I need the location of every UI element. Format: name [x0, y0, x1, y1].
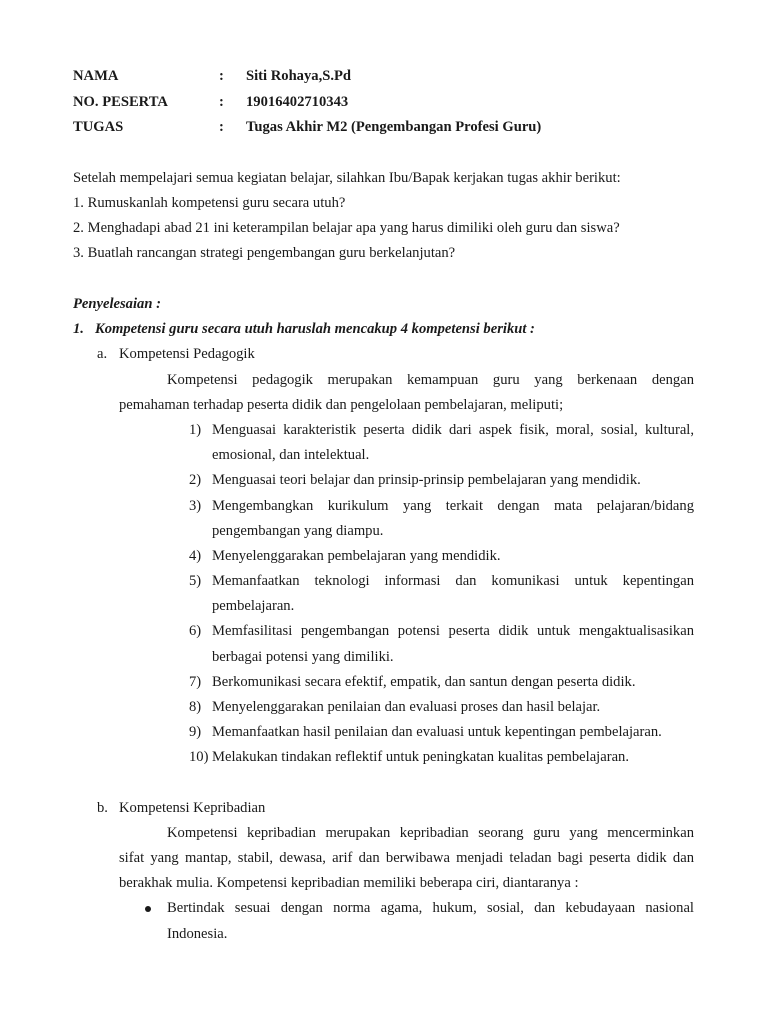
- section-a-paragraph-line2: pemahaman terhadap peserta didik dan pengelolaan pembelajaran, meliputi;: [119, 397, 564, 413]
- item-10-line1: Melakukan tindakan reflektif untuk peningkatan kualitas pembelajaran.: [212, 749, 629, 765]
- item-1-line2: emosional, dan intelektual.: [212, 447, 370, 463]
- peserta-value: 19016402710343: [246, 94, 349, 110]
- question-2: 2. Menghadapi abad 21 ini keterampilan belajar apa yang harus dimiliki oleh guru dan siswa?: [73, 220, 620, 236]
- item-5-line2: pembelajaran.: [212, 598, 295, 614]
- item-10-number: 10): [189, 749, 209, 765]
- answer-heading: Penyelesaian :: [73, 296, 161, 312]
- item-3-line2: pengembangan yang diampu.: [212, 523, 384, 539]
- item-9-line1: Memanfaatkan hasil penilaian dan evaluasi untuk kepentingan pembelajaran.: [212, 724, 662, 740]
- tugas-label: TUGAS: [73, 119, 124, 135]
- peserta-colon: :: [219, 94, 224, 110]
- section-b-paragraph-line1: Kompetensi kepribadian merupakan kepribadian seorang guru yang mencerminkan: [167, 825, 694, 841]
- bullet-1-line2: Indonesia.: [167, 926, 228, 942]
- item-9-number: 9): [189, 724, 202, 740]
- item-6-line1: Memfasilitasi pengembangan potensi peserta didik untuk mengaktualisasikan: [212, 623, 694, 639]
- header-row-peserta: [73, 90, 673, 115]
- section-a-title: Kompetensi Pedagogik: [119, 346, 255, 362]
- item-5-number: 5): [189, 573, 202, 589]
- nama-value: Siti Rohaya,S.Pd: [246, 68, 352, 84]
- item-4-number: 4): [189, 548, 202, 564]
- point-1-text: Kompetensi guru secara utuh haruslah mencakup 4 kompetensi berikut :: [95, 321, 535, 337]
- item-6-number: 6): [189, 623, 202, 639]
- tugas-colon: :: [219, 119, 224, 135]
- item-1-line1: Menguasai karakteristik peserta didik dari aspek fisik, moral, sosial, kultural,: [212, 422, 694, 438]
- item-3-line1: Mengembangkan kurikulum yang terkait dengan mata pelajaran/bidang: [212, 498, 694, 514]
- section-b-paragraph-line3: berakhak mulia. Kompetensi kepribadian memiliki beberapa ciri, diantaranya :: [119, 875, 579, 891]
- section-a-marker: a.: [97, 346, 108, 362]
- item-2-line1: Menguasai teori belajar dan prinsip-prinsip pembelajaran yang mendidik.: [212, 472, 641, 488]
- item-2-number: 2): [189, 472, 202, 488]
- item-1-number: 1): [189, 422, 202, 438]
- item-5-line1: Memanfaatkan teknologi informasi dan komunikasi untuk kepentingan: [212, 573, 694, 589]
- point-1-number: 1.: [73, 321, 84, 337]
- tugas-value: Tugas Akhir M2 (Pengembangan Profesi Guru): [246, 119, 542, 135]
- header-row-nama: [73, 64, 673, 89]
- item-4-line1: Menyelenggarakan pembelajaran yang mendidik.: [212, 548, 501, 564]
- section-b-paragraph-line2: sifat yang mantap, stabil, dewasa, arif dan berwibawa menjadi teladan bagi peserta didik dan: [119, 850, 694, 866]
- nama-colon: :: [219, 68, 224, 84]
- item-3-number: 3): [189, 498, 202, 514]
- peserta-label: NO. PESERTA: [73, 94, 168, 110]
- section-b-title: Kompetensi Kepribadian: [119, 800, 266, 816]
- item-8-line1: Menyelenggarakan penilaian dan evaluasi proses dan hasil belajar.: [212, 699, 601, 715]
- item-7-number: 7): [189, 674, 202, 690]
- item-7-line1: Berkomunikasi secara efektif, empatik, dan santun dengan peserta didik.: [212, 674, 636, 690]
- bullet-dot-icon: [145, 906, 151, 912]
- header-row-tugas: [73, 115, 673, 140]
- item-6-line2: berbagai potensi yang dimiliki.: [212, 649, 394, 665]
- question-1: 1. Rumuskanlah kompetensi guru secara utuh?: [73, 195, 346, 211]
- nama-label: NAMA: [73, 68, 119, 84]
- section-b-marker: b.: [97, 800, 108, 816]
- section-a-paragraph-line1: Kompetensi pedagogik merupakan kemampuan guru yang berkenaan dengan: [167, 372, 694, 388]
- instruction-text: Setelah mempelajari semua kegiatan belajar, silahkan Ibu/Bapak kerjakan tugas akhir berikut:: [73, 170, 621, 186]
- question-3: 3. Buatlah rancangan strategi pengembangan guru berkelanjutan?: [73, 245, 456, 261]
- item-8-number: 8): [189, 699, 202, 715]
- bullet-1-line1: Bertindak sesuai dengan norma agama, hukum, sosial, dan kebudayaan nasional: [167, 900, 694, 916]
